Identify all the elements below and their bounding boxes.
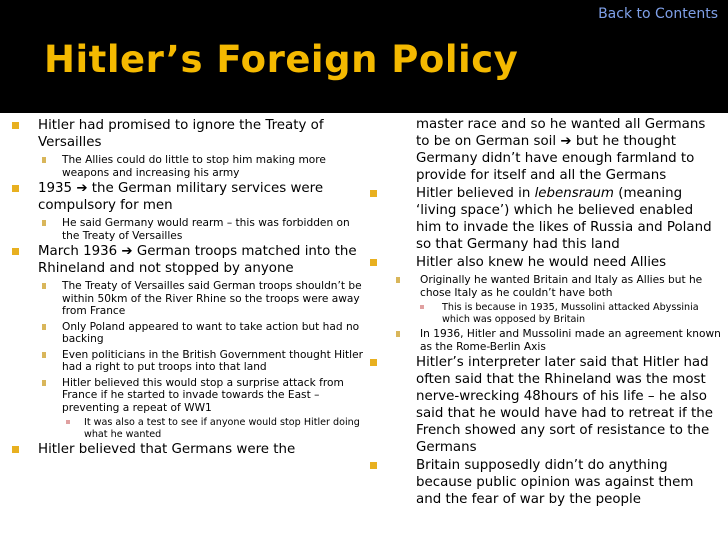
- list-item-continuation: [370, 116, 722, 184]
- list-item: [12, 349, 366, 374]
- list-item-text: Hitler’s interpreter later said that Hitler had often said that the Rhineland was the most nerve-wrecking 48hours of his life – he also said that he would have had to retreat if the French showed any sort of resistance to the Germans: [416, 355, 713, 455]
- list-item: [12, 377, 366, 415]
- list-item: [370, 185, 722, 253]
- list-item: [12, 117, 366, 151]
- list-item-text: master race and so he wanted all Germans to be on German soil ➔ but he thought Germany didn’t have enough farmland to provide for itself and all the Germans: [416, 117, 706, 183]
- right-column: [370, 116, 722, 508]
- list-item-text: (meaning ‘living space’) which he believed enabled him to invade the likes of Russia and Poland so that Germany had this land: [416, 186, 712, 252]
- list-item: [12, 417, 366, 440]
- list-item-text: Hitler believed that Germans were the: [38, 442, 296, 457]
- bullet-icon: [370, 462, 377, 469]
- bullet-icon: [42, 324, 46, 330]
- list-item: [370, 328, 722, 353]
- left-column: [12, 116, 366, 458]
- list-item-text: He said Germany would rearm – this was forbidden on the Treaty of Versailles: [62, 217, 350, 242]
- list-item-text: It was also a test to see if anyone would stop Hitler doing what he wanted: [84, 417, 360, 440]
- bullet-icon: [42, 283, 46, 289]
- list-item-text: March 1936 ➔ German troops matched into the Rhineland and not stopped by anyone: [38, 244, 357, 276]
- list-item: [12, 280, 366, 318]
- bullet-icon: [42, 352, 46, 358]
- list-item-text: This is because in 1935, Mussolini attacked Abyssinia which was opposed by Britain: [442, 302, 699, 325]
- list-item-text: Even politicians in the British Government thought Hitler had a right to put troops into that land: [62, 348, 363, 373]
- bullet-icon: [42, 380, 46, 386]
- bullet-icon: [370, 190, 377, 197]
- list-item-text: The Treaty of Versailles said German troops shouldn’t be within 50km of the River Rhine so the troops were away from France: [62, 280, 362, 317]
- list-item-text: In 1936, Hitler and Mussolini made an agreement known as the Rome-Berlin Axis: [420, 328, 721, 353]
- list-item: [12, 154, 366, 179]
- slide-header: [0, 0, 728, 113]
- bullet-icon: [420, 305, 424, 309]
- bullet-icon: [396, 277, 400, 283]
- bullet-icon: [396, 331, 400, 337]
- list-item: [370, 354, 722, 456]
- bullet-icon: [12, 446, 19, 453]
- list-item: [370, 457, 722, 508]
- list-item: [12, 321, 366, 346]
- list-item: [12, 217, 366, 242]
- list-item-text: Hitler believed this would stop a surprise attack from France if he started to invade towards the East – preventing a repeat of WW1: [62, 376, 344, 414]
- list-item: [12, 243, 366, 277]
- list-item-text: The Allies could do little to stop him making more weapons and increasing his army: [62, 154, 326, 179]
- list-item-text: 1935 ➔ the German military services were compulsory for men: [38, 181, 324, 213]
- list-item: [370, 254, 722, 271]
- list-item-text: Britain supposedly didn’t do anything because public opinion was against them and the fear of war by the people: [416, 458, 694, 507]
- back-to-contents-link[interactable]: Back to Contents: [598, 6, 718, 22]
- list-item: [370, 302, 722, 325]
- list-item-text: Hitler believed in: [416, 186, 535, 201]
- list-item-text: Hitler had promised to ignore the Treaty of Versailles: [38, 118, 324, 150]
- bullet-icon: [42, 157, 46, 163]
- bullet-icon: [66, 420, 70, 424]
- bullet-icon: [12, 185, 19, 192]
- list-item-text: Hitler also knew he would need Allies: [416, 255, 667, 270]
- bullet-icon: [42, 220, 46, 226]
- list-item-text: Only Poland appeared to want to take action but had no backing: [62, 320, 360, 345]
- list-item: [12, 441, 366, 458]
- bullet-icon: [370, 259, 377, 266]
- slide-title: Hitler’s Foreign Policy: [44, 38, 519, 81]
- list-item: [12, 180, 366, 214]
- list-item: [370, 274, 722, 299]
- bullet-icon: [12, 248, 19, 255]
- bullet-icon: [370, 359, 377, 366]
- bullet-icon: [12, 122, 19, 129]
- list-item-text: Originally he wanted Britain and Italy as Allies but he chose Italy as he couldn’t have both: [420, 274, 703, 299]
- lebensraum-term: lebensraum: [534, 186, 614, 201]
